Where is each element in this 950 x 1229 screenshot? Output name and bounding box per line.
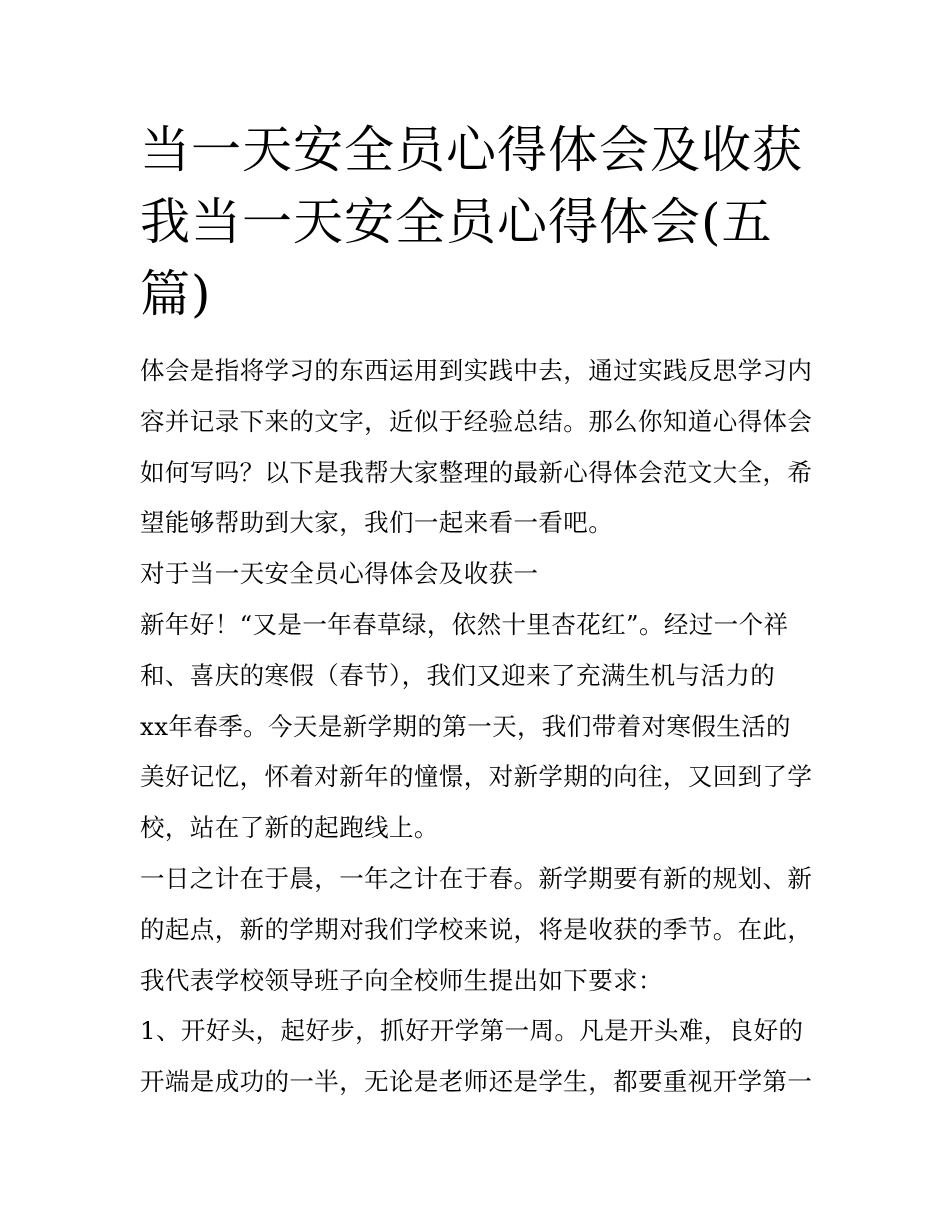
text-line: 开端是成功的一半，无论是老师还是学生，都要重视开学第一 [140, 1067, 813, 1097]
body-paragraph [140, 854, 815, 1006]
section-heading [140, 549, 815, 600]
text-line: 的起点，新的学期对我们学校来说，将是收获的季节。在此， [140, 914, 813, 944]
text-line: 我代表学校领导班子向全校师生提出如下要求： [140, 965, 663, 995]
text-line: 和、喜庆的寒假（春节），我们又迎来了充满生机与活力的 [140, 660, 776, 690]
text-line: 容并记录下来的文字，近似于经验总结。那么你知道心得体会 [140, 406, 813, 436]
text-line: 望能够帮助到大家，我们一起来看一看吧。 [140, 508, 614, 538]
title-line: 篇) [140, 265, 212, 323]
text-line: 美好记忆，怀着对新年的憧憬，对新学期的向往，又回到了学 [140, 762, 813, 792]
text-line: 1、开好头，起好步，抓好开学第一周。凡是开头难，良好的 [140, 1016, 804, 1046]
body-paragraph [140, 1006, 815, 1108]
text-line: 对于当一天安全员心得体会及收获一 [140, 559, 539, 589]
text-line: 如何写吗？以下是我帮大家整理的最新心得体会范文大全，希 [140, 457, 813, 487]
text-line: xx年春季。今天是新学期的第一天，我们带着对寒假生活的 [140, 711, 791, 741]
title-line: 我当一天安全员心得体会(五 [140, 193, 773, 251]
text-line: 新年好！“又是一年春草绿，依然十里杏花红”。经过一个祥 [140, 609, 789, 639]
text-line: 校，站在了新的起跑线上。 [140, 813, 439, 843]
body-paragraph [140, 600, 815, 854]
text-line: 一日之计在于晨，一年之计在于春。新学期要有新的规划、新 [140, 863, 813, 893]
text-line: 体会是指将学习的东西运用到实践中去，通过实践反思学习内 [140, 356, 813, 385]
document-body [140, 114, 815, 1108]
page-title [140, 114, 815, 330]
title-line: 当一天安全员心得体会及收获 [140, 121, 803, 179]
intro-paragraph [140, 346, 815, 549]
